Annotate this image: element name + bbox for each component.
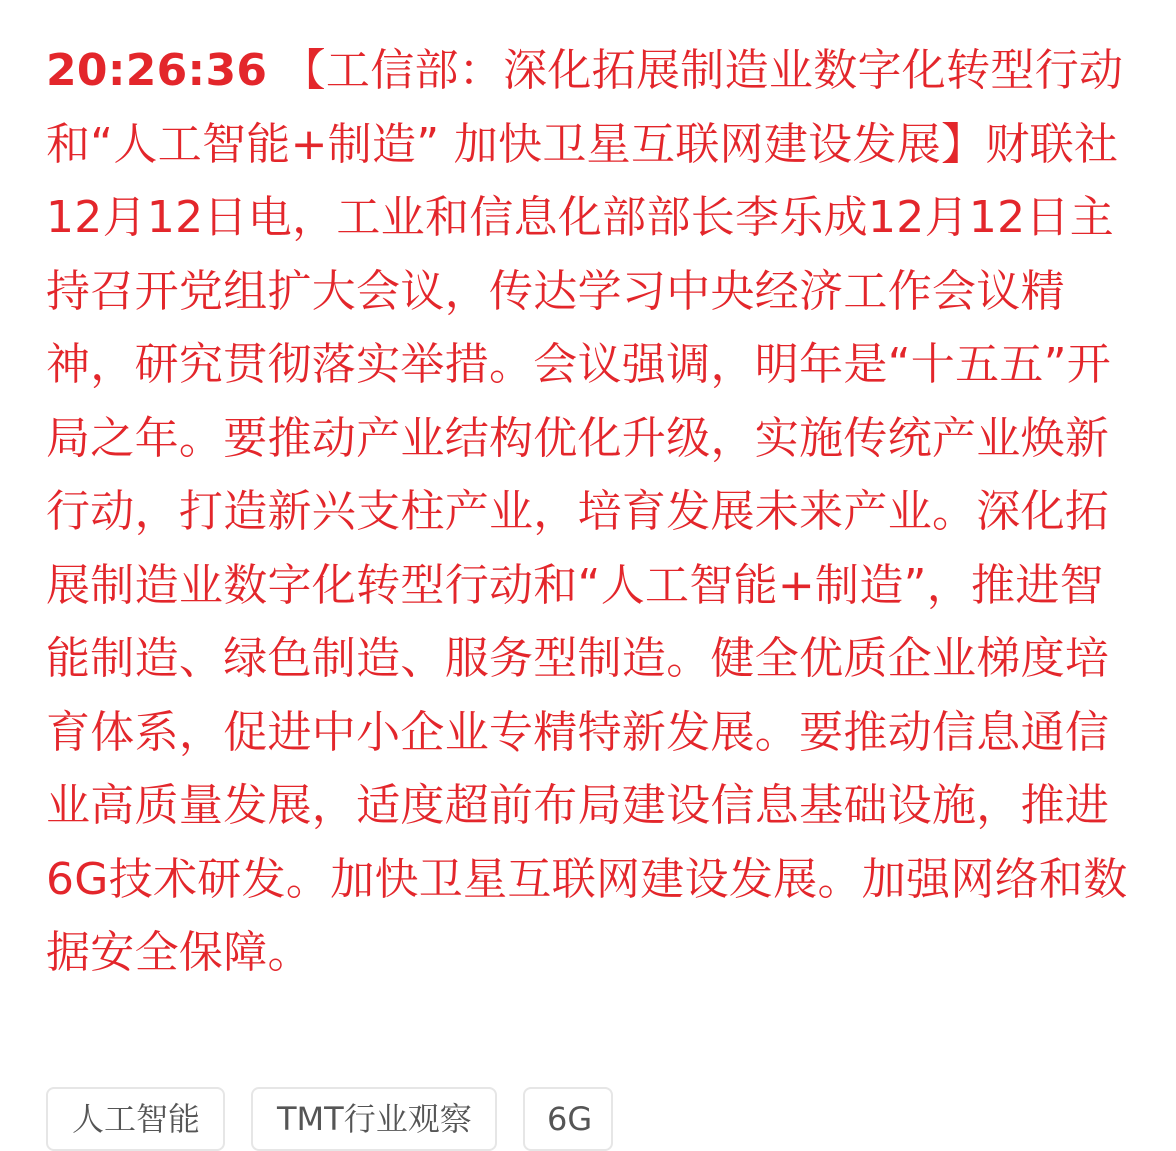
tag-tmt-industry-watch[interactable]: TMT行业观察 xyxy=(251,1087,497,1151)
tag-ai[interactable]: 人工智能 xyxy=(46,1087,225,1151)
tag-6g[interactable]: 6G xyxy=(523,1087,613,1151)
tag-list xyxy=(46,1087,613,1151)
news-article xyxy=(46,34,1136,990)
news-timestamp: 20:26:36 xyxy=(46,45,268,96)
news-headline: 【工信部：深化拓展制造业数字化转型行动和“人工智能+制造” 加快卫星互联网建设发展】 xyxy=(46,45,1124,170)
news-body: 财联社12月12日电，工业和信息化部部长李乐成12月12日主持召开党组扩大会议，传达学习中央经济工作会议精神，研究贯彻落实举措。会议强调，明年是“十五五”开局之年。要推动产业结构优化升级，实施传统产业焕新行动，打造新兴支柱产业，培育发展未来产业。深化拓展制造业数字化转型行动和“人工智能+制造”，推进智能制造、绿色制造、服务型制造。健全优质企业梯度培育体系，促进中小企业专精特新发展。要推动信息通信业高质量发展，适度超前布局建设信息基础设施，推进6G技术研发。加快卫星互联网建设发展。加强网络和数据安全保障。 xyxy=(46,118,1128,978)
